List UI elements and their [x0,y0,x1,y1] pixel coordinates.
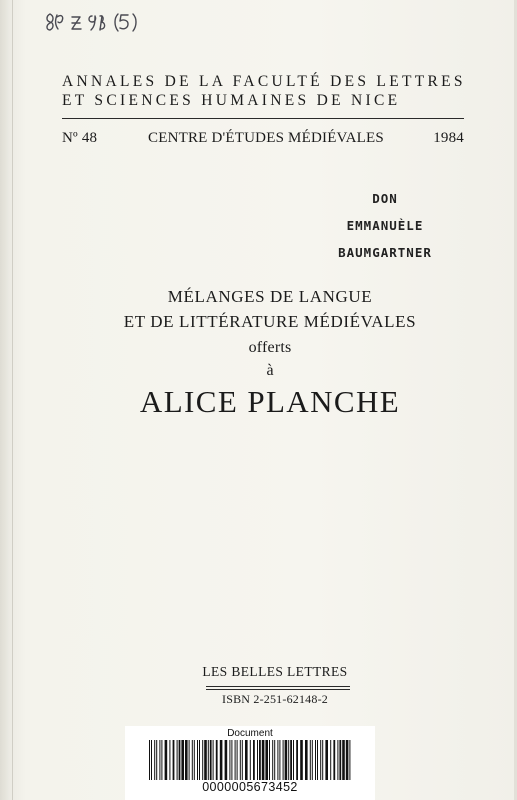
barcode-bar [346,740,349,780]
barcode-bar [156,740,157,780]
barcode-bar [310,740,311,780]
barcode-bar [197,740,198,780]
barcode-bar [337,740,338,780]
barcode-bar [339,740,341,780]
barcode-bar [189,740,190,780]
barcode-bar [333,740,335,780]
barcode-bar [220,740,223,780]
barcode-bar [322,740,323,780]
isbn: ISBN 2-251-62148-2 [222,692,328,706]
donation-stamp-line-2: EMMANUÈLE [346,218,424,233]
barcode-bar [320,740,321,780]
barcode-bar [279,740,280,780]
barcode-bar [269,740,270,780]
barcode-bar [259,740,261,780]
barcode-bar [250,740,251,780]
barcode-bar [199,740,200,780]
volume-number: Nº 48 [62,130,98,146]
barcode-bar [235,740,236,780]
publisher-rule-top [206,686,350,687]
barcode [147,740,353,780]
book-title-line-2: ET DE LITTÉRATURE MÉDIÉVALES [123,312,417,331]
barcode-label [125,726,375,800]
barcode-bar [173,740,175,780]
barcode-bar [185,740,188,780]
barcode-bar [210,740,212,780]
barcode-bar [159,740,160,780]
barcode-bar [179,740,181,780]
barcode-bar [242,740,243,780]
barcode-bar [177,740,178,780]
barcode-bar [305,740,308,780]
barcode-bar [300,740,303,780]
barcode-bar [277,740,278,780]
barcode-bar [192,740,193,780]
barcode-bar [293,740,294,780]
barcode-bar [161,740,162,780]
barcode-bar [290,740,292,780]
barcode-bar [312,740,313,780]
barcode-bar [229,740,230,780]
honoree-name: ALICE PLANCHE [139,384,401,419]
barcode-bar [240,740,241,780]
barcode-bar [296,740,298,780]
barcode-bar [213,740,214,780]
barcode-bar [317,740,318,780]
book-title-line-4: à [266,362,274,379]
barcode-bar [194,740,195,780]
barcode-bar [154,740,155,780]
book-title-line-1: MÉLANGES DE LANGUE [167,287,373,306]
barcode-bar [253,740,255,780]
barcode-bar [257,740,258,780]
research-center: CENTRE D'ÉTUDES MÉDIÉVALES [148,130,384,146]
barcode-bar [149,740,150,780]
handwritten-shelfmark-drawing [44,8,174,34]
barcode-bars [147,740,353,780]
barcode-bar [288,740,289,780]
barcode-bar [165,740,168,780]
barcode-bar [342,740,345,780]
header-rule [62,118,464,119]
publication-year: 1984 [433,130,464,146]
barcode-bar [237,740,238,780]
publisher-name: LES BELLES LETTRES [202,664,348,679]
barcode-bar [204,740,207,780]
barcode-bar [274,740,275,780]
barcode-bar [272,740,273,780]
barcode-bar [202,740,203,780]
barcode-bar [325,740,328,780]
barcode-bar [285,740,288,780]
book-title-line-3: offerts [248,339,292,356]
donation-stamp-line-3: BAUMGARTNER [338,245,432,260]
barcode-label-title: Document [227,728,273,739]
barcode-bar [265,740,268,780]
series-title-line-1: ANNALES DE LA FACULTÉ DES LETTRES [62,73,466,90]
donation-stamp-line-1: DON [372,191,398,206]
barcode-bar [225,740,228,780]
publisher-rule-bottom [206,689,350,690]
barcode-bar [216,740,218,780]
barcode-bar [181,740,184,780]
handwritten-shelfmark [44,8,174,34]
barcode-bar [151,740,152,780]
barcode-bar [245,740,248,780]
series-title-line-2: ET SCIENCES HUMAINES DE NICE [62,92,401,109]
barcode-bar [315,740,316,780]
spine-shadow [12,0,13,800]
barcode-bar [330,740,331,780]
barcode-bar [231,740,232,780]
barcode-bar [262,740,265,780]
barcode-bar [283,740,284,780]
barcode-bar [349,740,350,780]
barcode-number: 0000005673452 [202,780,298,794]
barcode-bar [169,740,170,780]
barcode-bar [208,740,209,780]
